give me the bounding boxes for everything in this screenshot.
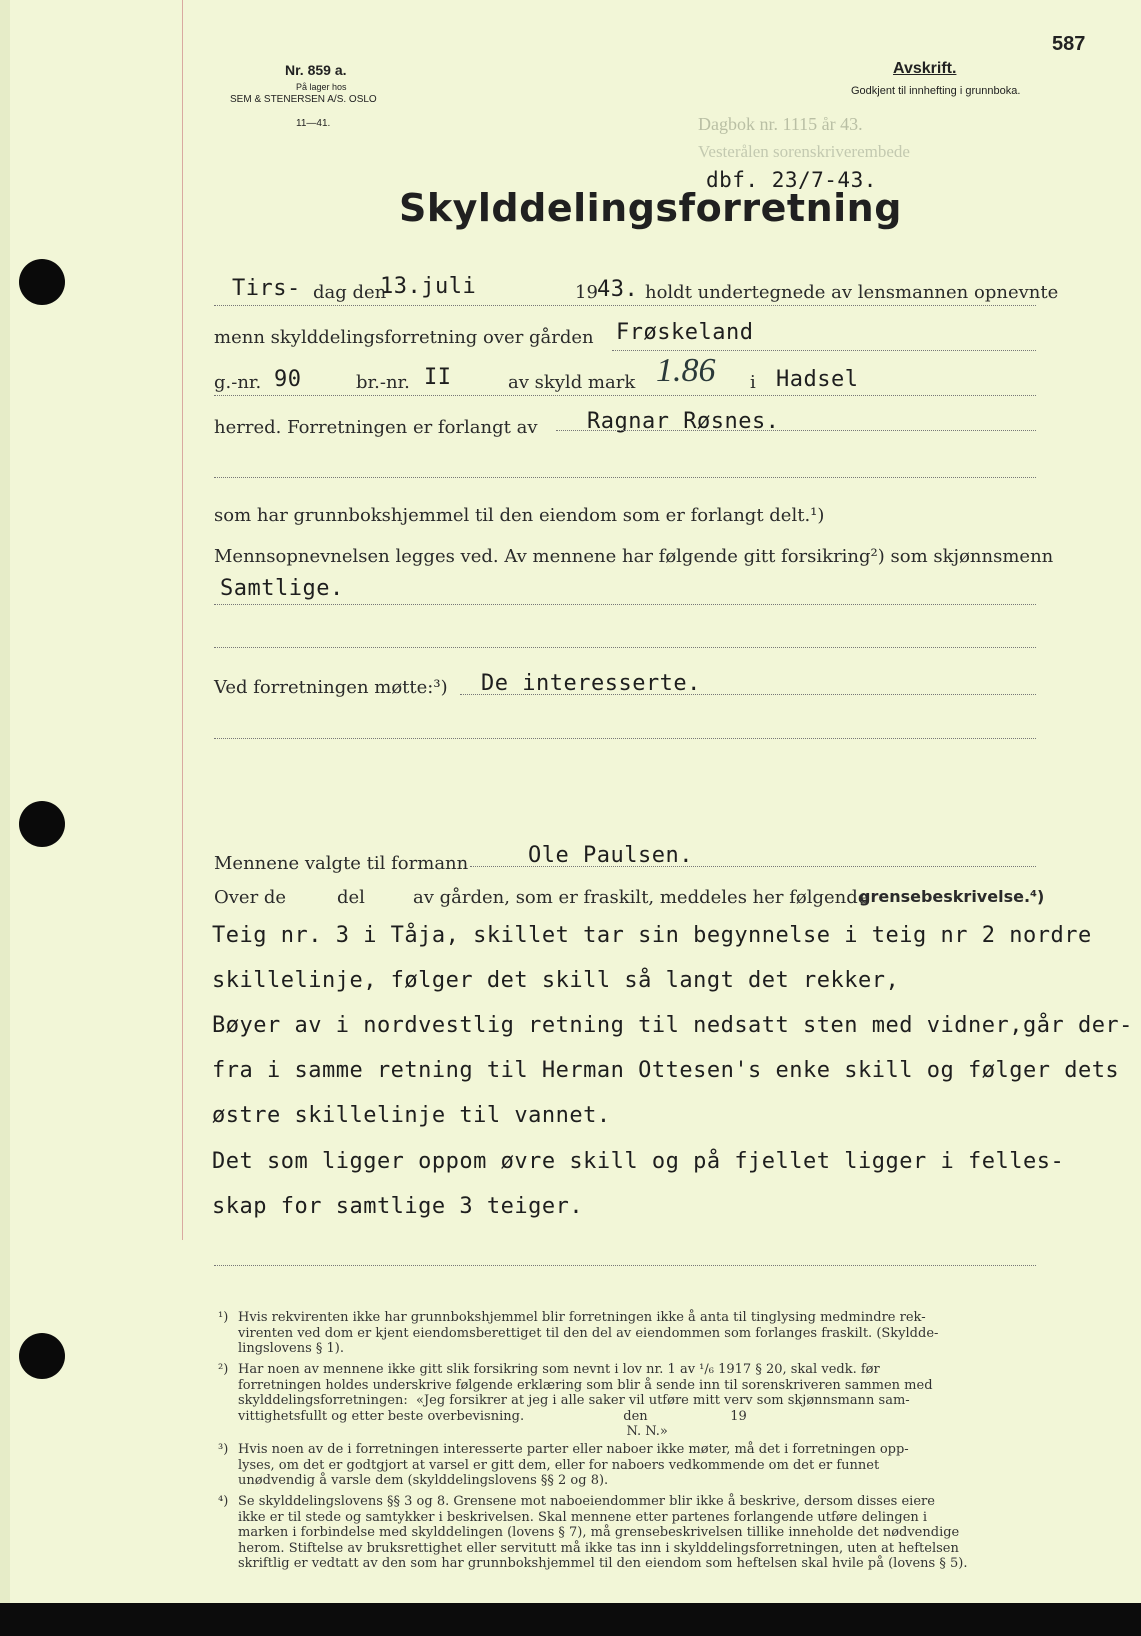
dotted-rule [556, 430, 1036, 431]
chairman-label: Mennene valgte til formann [214, 853, 469, 874]
requested-by-label: herred. Forretningen er forlangt av [214, 417, 538, 438]
dotted-rule [214, 305, 1036, 306]
description-line: Det som ligger oppom øvre skill og på fjellet ligger i felles- [212, 1149, 1065, 1174]
scan-bottom-edge [0, 1603, 1141, 1636]
dotted-rule [214, 395, 1036, 396]
footnote-mark: ³) [218, 1442, 229, 1457]
weekday-value: Tirs- [232, 276, 301, 301]
footnote [218, 1442, 909, 1489]
dotted-rule [214, 604, 1036, 605]
line1-text: holdt undertegnede av lensmannen opnevnte [645, 282, 1059, 303]
municipality-value: Hadsel [776, 367, 859, 392]
year-value: 43. [597, 277, 639, 302]
i-label: i [750, 372, 756, 393]
footnote-line: Har noen av mennene ikke gitt slik forsikring som nevnt i lov nr. 1 av ¹/₆ 1917 § 20, skal vedk. før [238, 1362, 880, 1377]
dotted-rule [470, 866, 1036, 867]
footnote-line: herom. Stiftelse av bruksrettighet eller servitutt må ikke tas inn i skylddelingsforretningen, uten at heftelsen [238, 1540, 959, 1556]
footnote-line: skriftlig er vedtatt av den som har grunnbokshjemmel til den eiendom som heftelsen skal hvile på (lovens § 5). [238, 1556, 968, 1571]
description-line: Bøyer av i nordvestlig retning til nedsatt sten med vidner,går der- [212, 1013, 1133, 1038]
year-prefix: 19 [575, 282, 598, 303]
form-number: Nr. 859 a. [285, 62, 347, 78]
publisher-line2: SEM & STENERSEN A/S. OSLO [230, 94, 377, 105]
dbf-annotation: dbf. 23/7-43. [706, 168, 877, 192]
dotted-rule [214, 647, 1036, 648]
document-title: Skylddelingsforretning [399, 186, 902, 230]
description-line: østre skillelinje til vannet. [212, 1103, 611, 1128]
av-garden-text: av gården, som er fraskilt, meddeles her følgende [413, 887, 869, 908]
footnote [218, 1362, 933, 1440]
footnote-line: Hvis rekvirenten ikke har grunnbokshjemmel blir forretningen ikke å anta til tinglysing medmindre rek- [238, 1310, 926, 1325]
bnr-value: II [424, 365, 452, 390]
footnote-line: skylddelingsforretningen: «Jeg forsikrer at jeg i alle saker vil utføre mitt verv som skjønnsmann sam- [238, 1393, 910, 1408]
farm-name-value: Frøskeland [616, 320, 754, 345]
skyld-value: 1.86 [656, 352, 716, 389]
description-line: fra i samme retning til Herman Ottesen's enke skill og følger dets [212, 1058, 1120, 1083]
hjemmel-text: som har grunnbokshjemmel til den eiendom som er forlangt delt.¹) [214, 505, 825, 526]
punch-hole-middle [19, 801, 65, 847]
publisher-line1: På lager hos [296, 82, 347, 92]
footnote-line: vittighetsfullt og etter beste overbevisning. den 19 [238, 1408, 747, 1424]
requester-value: Ragnar Røsnes. [587, 409, 780, 434]
footnote-mark: ²) [218, 1362, 229, 1377]
bnr-label: br.-nr. [356, 372, 410, 393]
footnote [218, 1494, 968, 1572]
boundary-description-label: grensebeskrivelse.⁴) [859, 887, 1045, 906]
footnote-line: N. N.» [238, 1424, 668, 1439]
skyld-label: av skyld mark [508, 372, 636, 393]
footnote-line: lyses, om det er godtgjort at varsel er gitt dem, eller for naboers vedkommende om det er funnet [238, 1457, 880, 1473]
footnote-line: ikke er til stede og samtykker i beskrivelsen. Skal mennene etter partenes forlangende utføre delingen i [238, 1509, 928, 1525]
footnote-line: lingslovens § 1). [238, 1341, 344, 1356]
description-line: skillelinje, følger det skill så langt det rekker, [212, 968, 900, 993]
footnote-line: unødvendig å varsle dem (skylddelingslovens §§ 2 og 8). [238, 1473, 609, 1488]
chairman-value: Ole Paulsen. [528, 843, 693, 868]
dotted-rule [460, 694, 1036, 695]
mennsopnevnelsen-text: Mennsopnevnelsen legges ved. Av mennene har følgende gitt forsikring²) som skjønnsmenn [214, 546, 1054, 567]
dotted-rule [214, 477, 1036, 478]
footnote-mark: ⁴) [218, 1494, 229, 1509]
scan-edge [0, 0, 10, 1636]
description-line: skap for samtlige 3 teiger. [212, 1194, 584, 1219]
footnote-line: Hvis noen av de i forretningen interesserte parter eller naboer ikke møter, må det i forretningen opp- [238, 1442, 909, 1457]
dagbok-stamp-line2: Vesterålen sorenskriverembede [698, 142, 910, 161]
footnote-line: virenten ved dom er kjent eiendomsberettiget til den del av eiendommen som forlanges fraskilt. (Skyldde- [238, 1325, 939, 1341]
dotted-rule [612, 350, 1036, 351]
godkjent-label: Godkjent til innhefting i grunnboka. [851, 85, 1021, 97]
footnote-mark: ¹) [218, 1310, 229, 1325]
dotted-rule [214, 738, 1036, 739]
forsikring-value: Samtlige. [220, 576, 344, 601]
footnote-line: marken i forbindelse med skylddelingen (lovens § 7), må grensebeskrivelsen tillike inneholde det nødvendige [238, 1525, 960, 1540]
weekday-suffix: dag den [313, 282, 387, 303]
punch-hole-top [19, 259, 65, 305]
dotted-rule [214, 1265, 1036, 1266]
del-label: del [337, 887, 365, 908]
footnote-line: forretningen holdes underskrive følgende erklæring som blir å sende inn til sorenskriveren sammen med [238, 1377, 933, 1393]
form-date-code: 11—41. [296, 118, 331, 129]
margin-rule [182, 0, 183, 1240]
page-number: 587 [1052, 33, 1086, 55]
farm-label: menn skylddelingsforretning over gården [214, 327, 594, 348]
gnr-label: g.-nr. [214, 372, 262, 393]
attendance-label: Ved forretningen møtte:³) [214, 677, 448, 698]
date-value: 13.juli [380, 274, 477, 299]
footnote [218, 1310, 939, 1357]
footnote-line: Se skylddelingslovens §§ 3 og 8. Grensene mot naboeiendommer blir ikke å beskrive, dersom disses eiere [238, 1494, 935, 1509]
punch-hole-bottom [19, 1333, 65, 1379]
over-de-label: Over de [214, 887, 287, 908]
attendance-value: De interesserte. [481, 671, 701, 696]
dagbok-stamp-line1: Dagbok nr. 1115 år 43. [698, 114, 863, 134]
gnr-value: 90 [274, 367, 302, 392]
description-line: Teig nr. 3 i Tåja, skillet tar sin begynnelse i teig nr 2 nordre [212, 923, 1092, 948]
avskrift-label: Avskrift. [893, 60, 957, 77]
